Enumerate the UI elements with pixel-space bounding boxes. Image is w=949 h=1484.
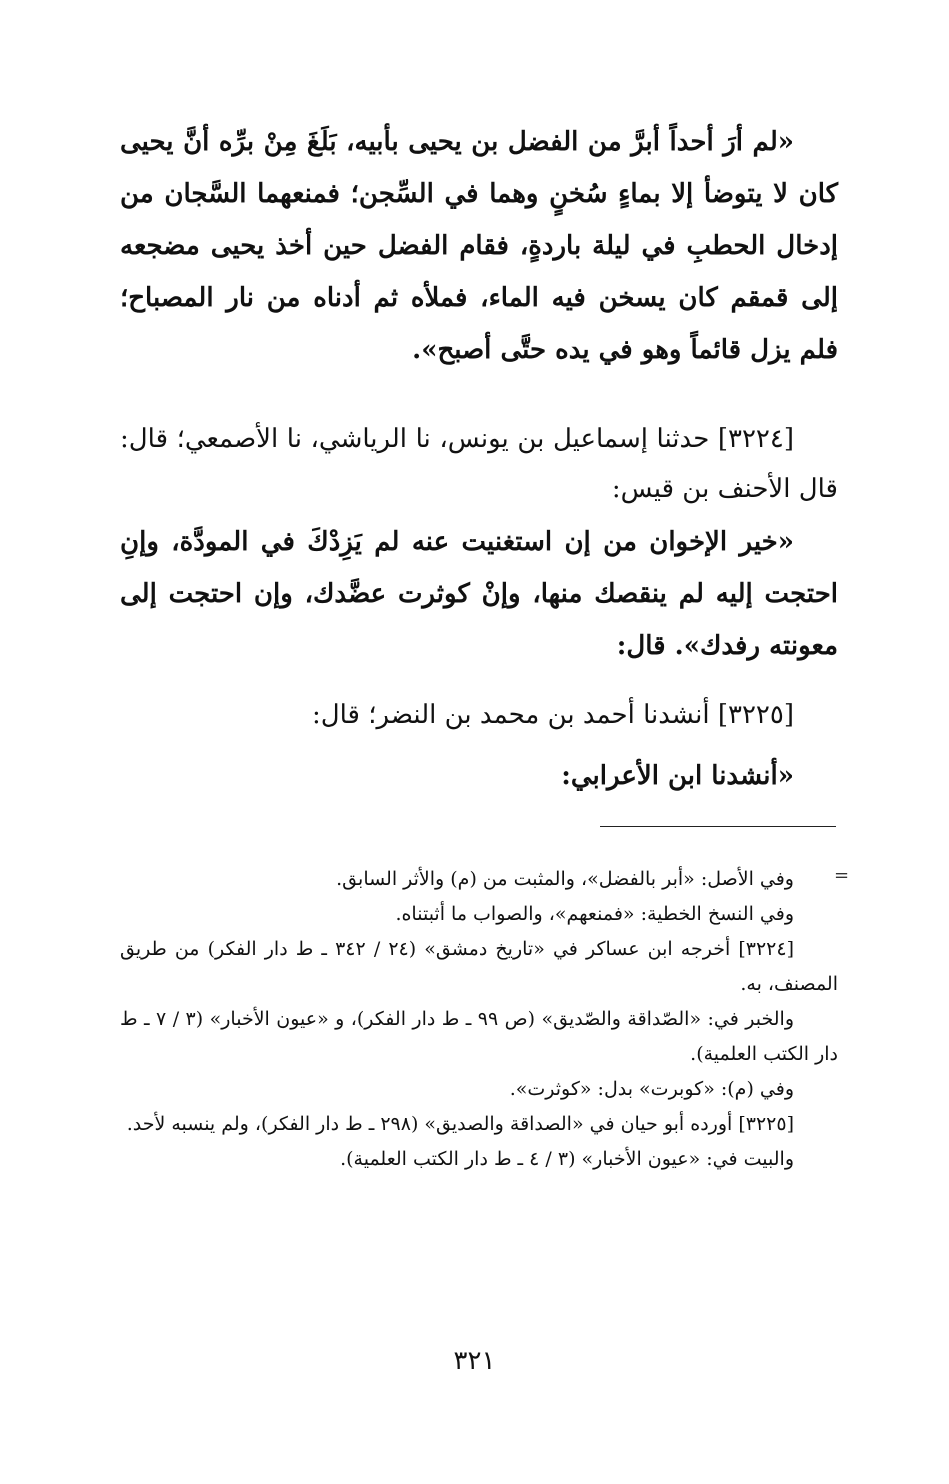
page-number: ٣٢١ [453,1346,496,1376]
isnad-3225: [٣٢٢٥] أنشدنا أحمد بن محمد بن النضر؛ قال: [311,700,794,730]
isnad-3224: [٣٢٢٤] حدثنا إسماعيل بن يونس، نا الرياشي، نا الأصمعي؛ قال: قال الأحنف بن قيس: [120,424,838,504]
footnote-continuation-mark: = [834,865,850,886]
footnote-separator [600,826,836,827]
quote-ibn-al-arabi: «أنشدنا ابن الأعرابي: [561,761,794,791]
footnote-item: والبيت في: «عيون الأخبار» (٣ / ٤ ـ ط دار الكتب العلمية). [340,1148,794,1170]
footnote-item: وفي (م): «كوبرت» بدل: «كوثرت». [509,1078,794,1100]
footnote-item: والخبر في: «الصّداقة والصّديق» (ص ٩٩ ـ ط دار الفكر)، و «عيون الأخبار» (٣ / ٧ ـ ط دار الكتب العلمية). [120,1008,838,1065]
quote-ahnaf-ibn-qays: «خير الإخوان من إن استغنيت عنه لم يَزِدْكَ في المودَّة، وإنِ احتجت إليه لم ينقصك منها، وإنْ كوثرت عضَّدك، وإن احتجت إلى معونته رفدك». قال: [120,527,838,661]
quote-fadl-ibn-yahya: «لم أرَ أحداً أبرَّ من الفضل بن يحيى بأبيه، بَلَغَ مِنْ برِّه أنَّ يحيى كان لا يتوضأ إلا بماءٍ سُخنٍ وهما في السِّجن؛ فمنعهما السَّجان من إدخال الحطبِ في ليلة باردةٍ، فقام الفضل حين أخذ يحيى مضجعه إلى قمقم كان يسخن فيه الماء، فملأه ثم أدناه من نار المصباح؛ فلم يزل قائماً وهو في يده حتَّى أصبح». [120,127,838,365]
footnote-item: وفي الأصل: «أبر بالفضل»، والمثبت من (م) والأثر السابق. [336,868,794,890]
footnote-item: وفي النسخ الخطية: «فمنعهم»، والصواب ما أثبتناه. [395,903,794,925]
footnote-item: [٣٢٢٥] أورده أبو حيان في «الصداقة والصديق» (٢٩٨ ـ ط دار الفكر)، ولم ينسبه لأحد. [126,1113,794,1135]
footnote-item: [٣٢٢٤] أخرجه ابن عساكر في «تاريخ دمشق» (٢٤ / ٣٤٢ ـ ط دار الفكر) من طريق المصنف، به. [120,938,838,995]
footnotes [120,862,838,1177]
